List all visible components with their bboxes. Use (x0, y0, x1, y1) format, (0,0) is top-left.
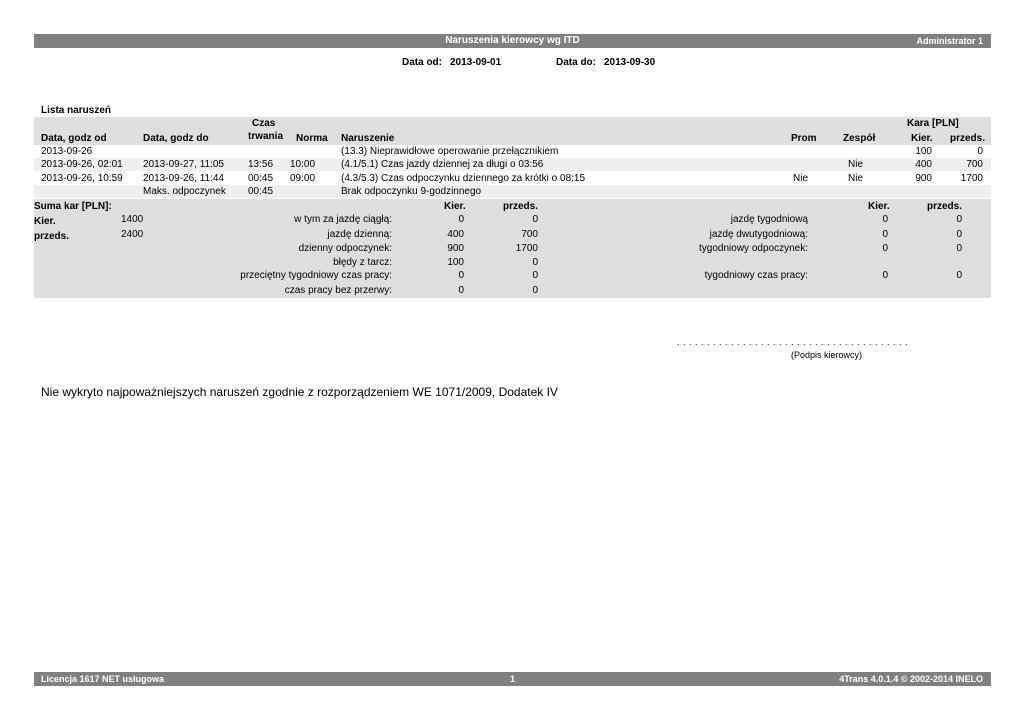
list-title: Lista naruszeń (41, 105, 112, 116)
col-header-company: przeds. (950, 133, 986, 144)
col-header-start: Data, godz od (41, 133, 107, 144)
table-cell-prom: Nie (793, 173, 809, 184)
summary-right-company: 0 (956, 229, 962, 240)
summary-left-label: przeciętny tygodniowy czas pracy: (240, 270, 392, 281)
col-header-norm: Norma (296, 133, 328, 144)
table-cell-team: Nie (848, 173, 864, 184)
total-driver-value: 1400 (121, 214, 144, 225)
table-cell-driver: 100 (915, 146, 932, 157)
table-cell-company: 0 (977, 146, 983, 157)
license-text: Licencja 1617 NET usługowa (41, 674, 165, 684)
total-company-value: 2400 (121, 229, 144, 240)
summary-left-label: błędy z tarcz: (333, 257, 392, 268)
signature-line: . . . . . . . . . . . . . . . . . . . . . . . . . . . . . . . . . . . . . . . (677, 337, 909, 347)
table-cell-start: 2013-09-26 (41, 146, 93, 157)
summary-right-company: 0 (956, 214, 962, 225)
table-cell-norm: 10:00 (290, 159, 316, 170)
summary-title: Suma kar [PLN]: (34, 201, 112, 212)
summary-left-driver: 900 (447, 243, 464, 254)
report-header-bar (34, 34, 991, 48)
table-cell-duration: 00:45 (248, 186, 274, 197)
col-header-team: Zespół (843, 133, 876, 144)
summary-right-driver: 0 (882, 229, 888, 240)
summary-left-driver: 0 (458, 285, 464, 296)
summary-right-label: jazdę tygodniową (730, 214, 808, 225)
summary-left-company: 1700 (515, 243, 538, 254)
table-cell-norm: 09:00 (290, 173, 316, 184)
table-cell-company: 1700 (960, 173, 983, 184)
summary-col-company-right: przeds. (927, 201, 963, 212)
date-from-label: Data od: (402, 57, 442, 68)
table-cell-driver: 900 (915, 173, 932, 184)
table-cell-end: Maks. odpoczynek (143, 186, 226, 197)
summary-right-company: 0 (956, 270, 962, 281)
table-cell-violation: (4.1/5.1) Czas jazdy dziennej za długi o 03:56 (341, 159, 544, 170)
signature-label: (Podpis kierowcy) (791, 350, 863, 360)
summary-col-company-left: przeds. (503, 201, 539, 212)
date-to-label: Data do: (556, 57, 596, 68)
table-cell-end: 2013-09-26, 11:44 (143, 173, 224, 184)
col-header-prom: Prom (791, 133, 817, 144)
summary-left-label: jazdę dzienną: (327, 229, 392, 240)
summary-right-label: tygodniowy odpoczynek: (699, 243, 808, 254)
col-header-violation: Naruszenie (341, 133, 395, 144)
table-cell-start: 2013-09-26, 02:01 (41, 159, 123, 170)
summary-left-company: 0 (532, 214, 538, 225)
summary-col-driver-left: Kier. (444, 201, 466, 212)
table-cell-driver: 400 (915, 159, 932, 170)
col-header-duration-top: Czas (252, 118, 276, 129)
table-cell-violation: (13.3) Nieprawidłowe operowanie przełącznikiem (341, 146, 559, 157)
table-cell-duration: 00:45 (248, 173, 274, 184)
report-footer-bar (34, 672, 991, 686)
summary-left-label: dzienny odpoczynek: (298, 243, 392, 254)
summary-left-label: w tym za jazdę ciągłą: (294, 214, 392, 225)
table-cell-end: 2013-09-27, 11:05 (143, 159, 224, 170)
summary-right-label: jazdę dwutygodniową: (709, 229, 808, 240)
summary-left-driver: 400 (447, 229, 464, 240)
col-header-end: Data, godz do (143, 133, 209, 144)
summary-left-company: 700 (521, 229, 538, 240)
date-from-value: 2013-09-01 (450, 57, 502, 68)
summary-right-driver: 0 (882, 243, 888, 254)
col-header-duration-bottom: trwania (248, 131, 284, 142)
total-driver-label: Kier. (34, 216, 56, 227)
table-cell-team: Nie (848, 159, 864, 170)
report-note: Nie wykryto najpoważniejszych naruszeń zgodnie z rozporządzeniem WE 1071/2009, Dodatek IV (41, 385, 558, 399)
col-header-penalty: Kara [PLN] (907, 118, 959, 129)
table-cell-start: 2013-09-26, 10:59 (41, 173, 123, 184)
date-to-value: 2013-09-30 (604, 57, 656, 68)
table-cell-company: 700 (966, 159, 983, 170)
summary-left-driver: 100 (447, 257, 464, 268)
report-title: Naruszenia kierowcy wg ITD (445, 35, 580, 46)
table-cell-violation: (4.3/5.3) Czas odpoczynku dziennego za krótki o 08:15 (341, 173, 586, 184)
table-cell-violation: Brak odpoczynku 9-godzinnego (341, 186, 482, 197)
summary-left-company: 0 (532, 285, 538, 296)
summary-left-label: czas pracy bez przerwy: (284, 285, 392, 296)
summary-right-driver: 0 (882, 270, 888, 281)
summary-left-driver: 0 (458, 214, 464, 225)
summary-col-driver-right: Kier. (868, 201, 890, 212)
summary-left-company: 0 (532, 270, 538, 281)
page-number: 1 (509, 674, 515, 684)
summary-left-company: 0 (532, 257, 538, 268)
total-company-label: przeds. (34, 231, 70, 242)
summary-right-driver: 0 (882, 214, 888, 225)
summary-right-label: tygodniowy czas pracy: (704, 270, 808, 281)
summary-right-company: 0 (956, 243, 962, 254)
user-name: Administrator 1 (916, 36, 983, 46)
table-cell-duration: 13:56 (248, 159, 274, 170)
version-text: 4Trans 4.0.1.4 © 2002-2014 INELO (839, 674, 983, 684)
col-header-driver: Kier. (911, 133, 933, 144)
summary-left-driver: 0 (458, 270, 464, 281)
